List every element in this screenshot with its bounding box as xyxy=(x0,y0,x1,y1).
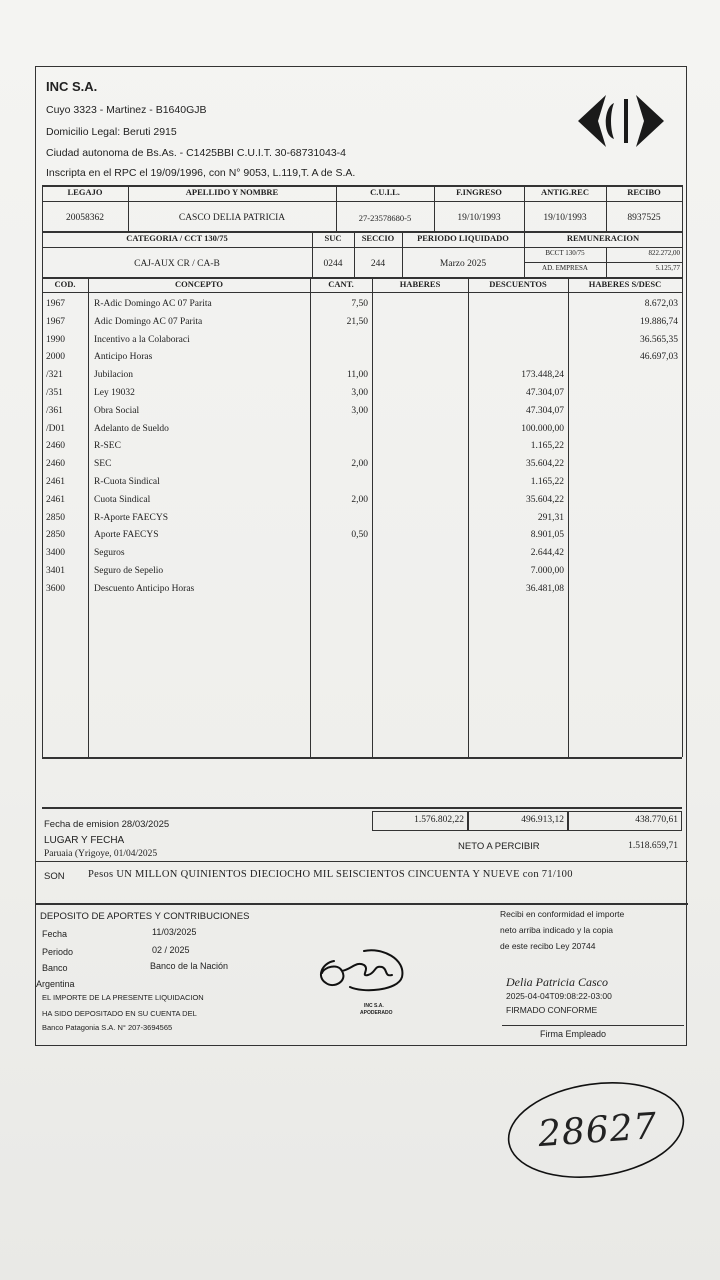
row-concepto: Cuota Sindical xyxy=(94,494,151,505)
row-cod: 1967 xyxy=(46,299,65,309)
row-cod: 1967 xyxy=(46,316,65,327)
row-descuentos: 47.304,07 xyxy=(526,388,564,398)
value-categoria: CAJ-AUX CR / CA-B xyxy=(134,259,220,269)
row-cant: 21,50 xyxy=(346,316,368,327)
company-domicile: Domicilio Legal: Beruti 2915 xyxy=(46,126,177,138)
table-row xyxy=(36,581,688,599)
value-recibo: 8937525 xyxy=(627,213,661,223)
row-concepto: Adic Domingo AC 07 Parita xyxy=(94,316,203,327)
table-row xyxy=(36,349,688,367)
deposit-note3: Banco Patagonia S.A. N° 207-3694565 xyxy=(42,1023,173,1032)
row-concepto: Seguro de Sepelio xyxy=(94,566,164,576)
fecha-emision: Fecha de emision 28/03/2025 xyxy=(44,819,170,830)
table-row xyxy=(36,367,688,385)
deposit-title: DEPOSITO DE APORTES Y CONTRIBUCIONES xyxy=(40,911,250,922)
row-cod: 2460 xyxy=(46,459,65,470)
row-concepto: R-Cuota Sindical xyxy=(94,477,160,487)
row-cod: /361 xyxy=(46,405,63,416)
table-row xyxy=(36,474,688,492)
table-row xyxy=(36,332,688,350)
table-row xyxy=(36,314,688,332)
table-row xyxy=(36,385,688,403)
col-descuentos: DESCUENTOS xyxy=(489,279,547,289)
row-concepto: Ley 19032 xyxy=(94,388,135,398)
row-descuentos: 1.165,22 xyxy=(530,477,564,487)
col-concepto: CONCEPTO xyxy=(174,279,224,289)
label-seccion: SECCIO xyxy=(361,233,395,243)
row-cant: 0,50 xyxy=(351,530,368,541)
table-row xyxy=(36,438,688,456)
handwritten-number: 28627 xyxy=(536,1105,659,1156)
deposit-periodo-value: 02 / 2025 xyxy=(152,945,190,955)
employee-signature: Delia Patricia Casco xyxy=(506,975,608,989)
table-row xyxy=(36,527,688,545)
row-descuentos: 36.481,08 xyxy=(526,583,564,594)
row-descuentos: 1.165,22 xyxy=(530,441,564,452)
row-concepto: Descuento Anticipo Horas xyxy=(94,583,195,594)
total-haberes: 1.576.802,22 xyxy=(414,815,464,825)
deposit-periodo-label: Periodo xyxy=(42,947,74,957)
row-sindesc: 19.886,74 xyxy=(640,316,678,327)
row-cant: 2,00 xyxy=(351,459,368,470)
row-cod: 3401 xyxy=(46,566,65,576)
value-legajo: 20058362 xyxy=(66,213,104,223)
label-antig: ANTIG.REC xyxy=(541,187,589,197)
value-antig: 19/10/1993 xyxy=(543,213,587,223)
stamp-apoderado: APODERADO xyxy=(360,1010,393,1016)
row-concepto: Aporte FAECYS xyxy=(94,530,159,541)
table-row xyxy=(36,296,688,314)
row-sindesc: 8.672,03 xyxy=(644,299,678,309)
lugar-value: Paruaia (Yrigoye, 01/04/2025 xyxy=(44,849,158,859)
employee-timestamp: 2025-04-04T09:08:22-03:00 xyxy=(506,991,612,1001)
table-row xyxy=(36,403,688,421)
son-value: Pesos UN MILLON QUINIENTOS DIECIOCHO MIL SEISCIENTOS CINCUENTA Y NUEVE con 71/100 xyxy=(88,869,573,880)
row-descuentos: 173.448,24 xyxy=(521,370,564,381)
stamp-company: INC S.A. xyxy=(364,1003,384,1009)
rem1-label: BCCT 130/75 xyxy=(545,249,585,257)
label-ingreso: F.INGRESO xyxy=(456,187,502,197)
row-concepto: R-Aporte FAECYS xyxy=(94,512,168,523)
label-categoria: CATEGORIA / CCT 130/75 xyxy=(126,233,228,243)
row-cod: /321 xyxy=(46,370,63,381)
row-concepto: Obra Social xyxy=(94,405,140,416)
total-sindesc: 438.770,61 xyxy=(635,815,678,825)
row-descuentos: 7.000,00 xyxy=(530,566,564,576)
row-cod: 3400 xyxy=(46,548,65,559)
row-cod: 2461 xyxy=(46,494,65,505)
label-suc: SUC xyxy=(324,233,342,243)
row-concepto: Jubilacion xyxy=(94,370,134,381)
company-registry: Inscripta en el RPC el 19/09/1996, con N° 9053, L.119,T. A de S.A. xyxy=(46,167,356,179)
deposit-note1: EL IMPORTE DE LA PRESENTE LIQUIDACION xyxy=(42,993,204,1002)
rem2-value: 5.125,77 xyxy=(655,264,680,272)
row-sindesc: 36.565,35 xyxy=(640,334,678,345)
row-concepto: Anticipo Horas xyxy=(94,352,153,363)
row-cod: 2460 xyxy=(46,441,65,452)
deposit-banco-cont: Argentina xyxy=(36,979,75,989)
label-remuneracion: REMUNERACION xyxy=(566,233,640,243)
deposit-banco-label: Banco xyxy=(42,963,68,973)
row-cod: 2000 xyxy=(46,352,65,363)
row-cant: 11,00 xyxy=(346,370,368,381)
son-label: SON xyxy=(44,871,65,882)
row-descuentos: 100.000,00 xyxy=(521,423,564,434)
employer-signature-icon xyxy=(312,943,412,997)
rem2-label: AD. EMPRESA xyxy=(542,264,588,272)
deposit-fecha-label: Fecha xyxy=(42,929,68,939)
table-row xyxy=(36,492,688,510)
row-cod: /351 xyxy=(46,388,63,398)
row-cod: 3600 xyxy=(46,583,65,594)
rem1-value: 822.272,00 xyxy=(648,249,680,257)
value-periodo: Marzo 2025 xyxy=(439,259,487,269)
row-cod: /D01 xyxy=(46,423,65,434)
pay-receipt xyxy=(35,66,687,1046)
value-suc: 0244 xyxy=(323,259,343,269)
row-sindesc: 46.697,03 xyxy=(640,352,678,363)
col-cod: COD. xyxy=(54,279,76,289)
col-sindesc: HABERES S/DESC xyxy=(588,279,662,289)
neto-label: NETO A PERCIBIR xyxy=(458,841,540,852)
row-concepto: SEC xyxy=(94,459,112,470)
value-cuil: 27-23578680-5 xyxy=(358,213,412,223)
deposit-banco-value: Banco de la Nación xyxy=(150,961,229,971)
row-concepto: R-Adic Domingo AC 07 Parita xyxy=(94,299,212,309)
col-cant: CANT. xyxy=(328,279,354,289)
employee-text2: neto arriba indicado y la copia xyxy=(500,925,613,935)
row-descuentos: 2.644,42 xyxy=(530,548,564,559)
value-seccion: 244 xyxy=(370,259,386,269)
table-row xyxy=(36,545,688,563)
label-nombre: APELLIDO Y NOMBRE xyxy=(185,187,279,197)
row-cant: 7,50 xyxy=(351,299,368,309)
company-city: Ciudad autonoma de Bs.As. - C1425BBI C.U.I.T. 30-68731043-4 xyxy=(46,147,347,159)
table-row xyxy=(36,563,688,581)
row-cant: 3,00 xyxy=(351,405,368,416)
row-cod: 2850 xyxy=(46,530,65,541)
row-descuentos: 8.901,05 xyxy=(530,530,564,541)
row-descuentos: 35.604,22 xyxy=(526,459,564,470)
row-cod: 1990 xyxy=(46,334,65,345)
employee-signed: FIRMADO CONFORME xyxy=(506,1005,598,1015)
label-recibo: RECIBO xyxy=(627,187,661,197)
row-cod: 2461 xyxy=(46,477,65,487)
value-nombre: CASCO DELIA PATRICIA xyxy=(178,213,286,223)
row-descuentos: 291,31 xyxy=(537,512,564,523)
employee-text3: de este recibo Ley 20744 xyxy=(500,941,596,951)
row-concepto: Seguros xyxy=(94,548,125,559)
employee-text1: Recibi en conformidad el importe xyxy=(500,909,625,919)
label-legajo: LEGAJO xyxy=(67,187,103,197)
row-concepto: Incentivo a la Colaboraci xyxy=(94,334,190,345)
table-row xyxy=(36,456,688,474)
value-ingreso: 19/10/1993 xyxy=(457,213,501,223)
company-name: INC S.A. xyxy=(46,79,98,94)
row-cant: 2,00 xyxy=(351,494,368,505)
row-descuentos: 35.604,22 xyxy=(526,494,564,505)
row-concepto: R-SEC xyxy=(94,441,121,452)
row-descuentos: 47.304,07 xyxy=(526,405,564,416)
lugar-label: LUGAR Y FECHA xyxy=(44,835,125,846)
table-row xyxy=(36,421,688,439)
neto-value: 1.518.659,71 xyxy=(628,841,678,851)
label-cuil: C.U.I.L. xyxy=(370,187,400,197)
row-cod: 2850 xyxy=(46,512,65,523)
firma-empleado-label: Firma Empleado xyxy=(540,1029,607,1039)
row-concepto: Adelanto de Sueldo xyxy=(94,423,169,434)
company-logo-icon xyxy=(576,93,666,149)
col-haberes: HABERES xyxy=(399,279,441,289)
deposit-fecha-value: 11/03/2025 xyxy=(152,927,197,937)
company-address: Cuyo 3323 - Martinez - B1640GJB xyxy=(46,104,207,116)
label-periodo: PERIODO LIQUIDADO xyxy=(417,233,509,243)
row-cant: 3,00 xyxy=(351,388,368,398)
table-row xyxy=(36,510,688,528)
deposit-note2: HA SIDO DEPOSITADO EN SU CUENTA DEL xyxy=(42,1009,197,1018)
total-descuentos: 496.913,12 xyxy=(521,815,564,825)
